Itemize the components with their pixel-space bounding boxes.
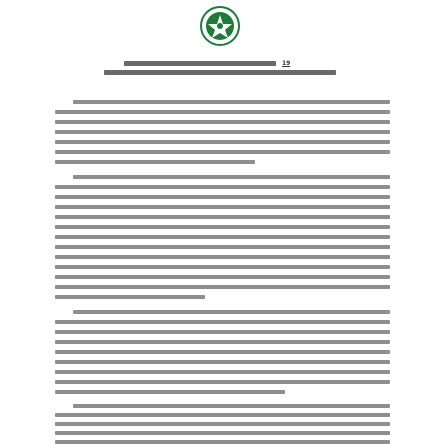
body-line [55, 431, 390, 435]
body-line [55, 265, 390, 269]
body-line [55, 255, 390, 259]
body-line [55, 205, 390, 209]
body-line [55, 185, 390, 189]
body-line [73, 404, 390, 408]
body-line [55, 295, 205, 299]
body-line [55, 235, 390, 239]
body-line [55, 350, 390, 354]
agency-logo [198, 4, 242, 56]
body-line [55, 225, 390, 229]
body-line [55, 320, 390, 324]
body-line [55, 370, 390, 374]
document-body [55, 100, 390, 430]
body-line [55, 130, 390, 134]
logo-caption [198, 48, 242, 54]
document-title [60, 61, 380, 91]
body-line [55, 422, 390, 426]
body-line [55, 215, 390, 219]
body-line [55, 195, 390, 199]
body-line [73, 310, 390, 314]
body-line [55, 380, 390, 384]
body-line [55, 330, 390, 334]
body-line [55, 285, 390, 289]
body-line [55, 275, 390, 279]
body-line [55, 360, 390, 364]
body-line [55, 150, 390, 154]
body-line [55, 340, 390, 344]
body-line [55, 390, 285, 394]
body-line [55, 440, 390, 444]
title-line-2 [104, 70, 336, 75]
body-line [73, 175, 390, 179]
body-line [55, 120, 390, 124]
body-line [55, 245, 390, 249]
title-number: 19 [282, 60, 291, 67]
agency-seal-icon [198, 4, 242, 48]
body-line [55, 140, 390, 144]
body-line [55, 160, 255, 164]
title-line-1 [124, 61, 276, 66]
body-line [73, 100, 390, 104]
body-line [55, 413, 390, 417]
body-line [55, 110, 390, 114]
